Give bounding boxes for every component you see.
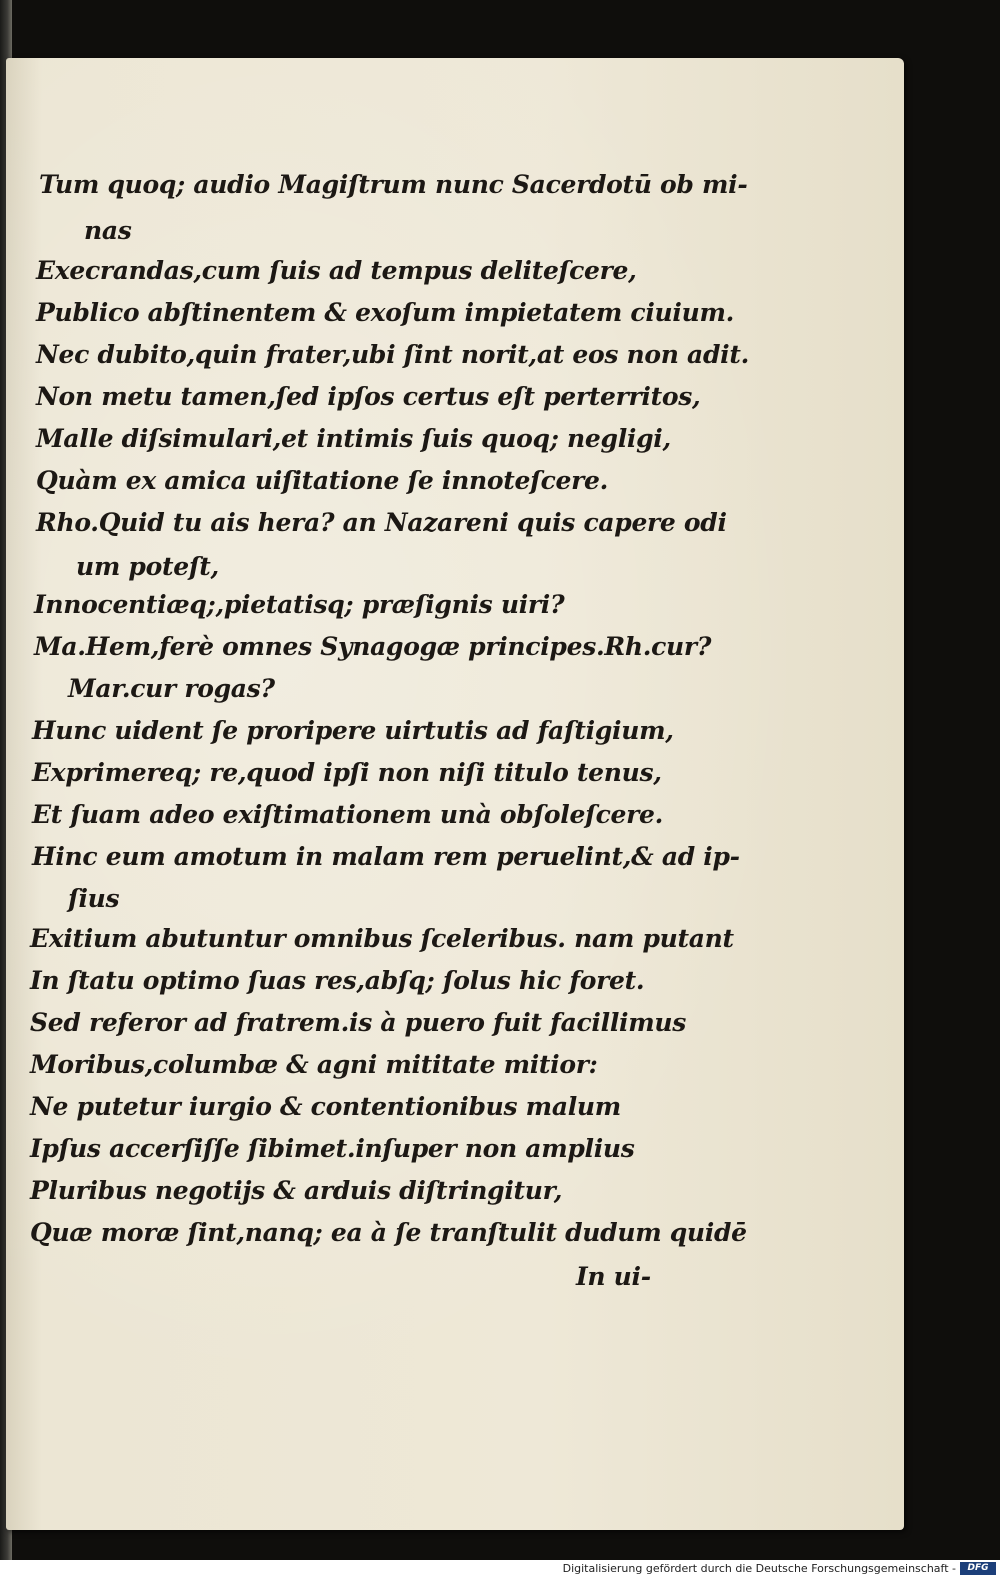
text-line: Publico abſtinentem & exoſum impietatem ciuium. [36, 298, 735, 327]
text-line: Hinc eum amotum in malam rem peruelint,& ad ip- [32, 842, 740, 871]
text-line: Exitium abutuntur omnibus ſceleribus. nam putant [30, 924, 734, 953]
text-line: Moribus,columbæ & agni mititate mitior: [30, 1050, 598, 1079]
catchword: In ui- [576, 1262, 651, 1291]
book-page [6, 58, 904, 1530]
text-line: Tum quoq; audio Magiſtrum nunc Sacerdotū ob mi- [39, 170, 748, 199]
text-line: Ne putetur iurgio & contentionibus malum [30, 1092, 621, 1121]
dfg-logo: DFG [960, 1562, 996, 1575]
text-line: In ſtatu optimo ſuas res,abſq; ſolus hic foret. [30, 966, 645, 995]
text-line: um poteſt, [76, 552, 219, 581]
text-line: Ipſus accerſiſſe ſibimet.inſuper non amplius [30, 1134, 635, 1163]
text-line: Rho.Quid tu ais hera? an Nazareni quis capere odi [36, 508, 727, 537]
text-line: Non metu tamen,ſed ipſos certus eſt perterritos, [36, 382, 701, 411]
text-line: Pluribus negotijs & arduis diſtringitur, [30, 1176, 563, 1205]
text-line: Sed referor ad fratrem.is à puero fuit facillimus [30, 1008, 687, 1037]
footer-credit: Digitalisierung gefördert durch die Deutsche Forschungsgemeinschaft - [562, 1562, 956, 1575]
text-line: Mar.cur rogas? [68, 674, 275, 703]
text-line: nas [84, 216, 132, 245]
text-line: Exprimereq; re,quod ipſi non niſi titulo tenus, [32, 758, 662, 787]
text-line: ſius [68, 884, 120, 913]
text-line: Ma.Hem,ferè omnes Synagogæ principes.Rh.cur? [34, 632, 712, 661]
text-line: Execrandas,cum ſuis ad tempus deliteſcere, [36, 256, 637, 285]
text-line: Innocentiæq;,pietatisq; præſignis uiri? [34, 590, 565, 619]
text-line: Malle diſsimulari,et intimis ſuis quoq; negligi, [36, 424, 671, 453]
page-text [6, 58, 904, 1530]
text-line: Nec dubito,quin frater,ubi ſint norit,at eos non adit. [36, 340, 749, 369]
text-line: Hunc uident ſe proripere uirtutis ad faſtigium, [32, 716, 674, 745]
text-line: Et ſuam adeo exiſtimationem unà obſoleſcere. [32, 800, 663, 829]
text-line: Quæ moræ ſint,nanq; ea à ſe tranſtulit dudum quidē [30, 1218, 747, 1247]
text-line: Quàm ex amica uiſitatione ſe innoteſcere. [36, 466, 608, 495]
footer [0, 1560, 1000, 1578]
